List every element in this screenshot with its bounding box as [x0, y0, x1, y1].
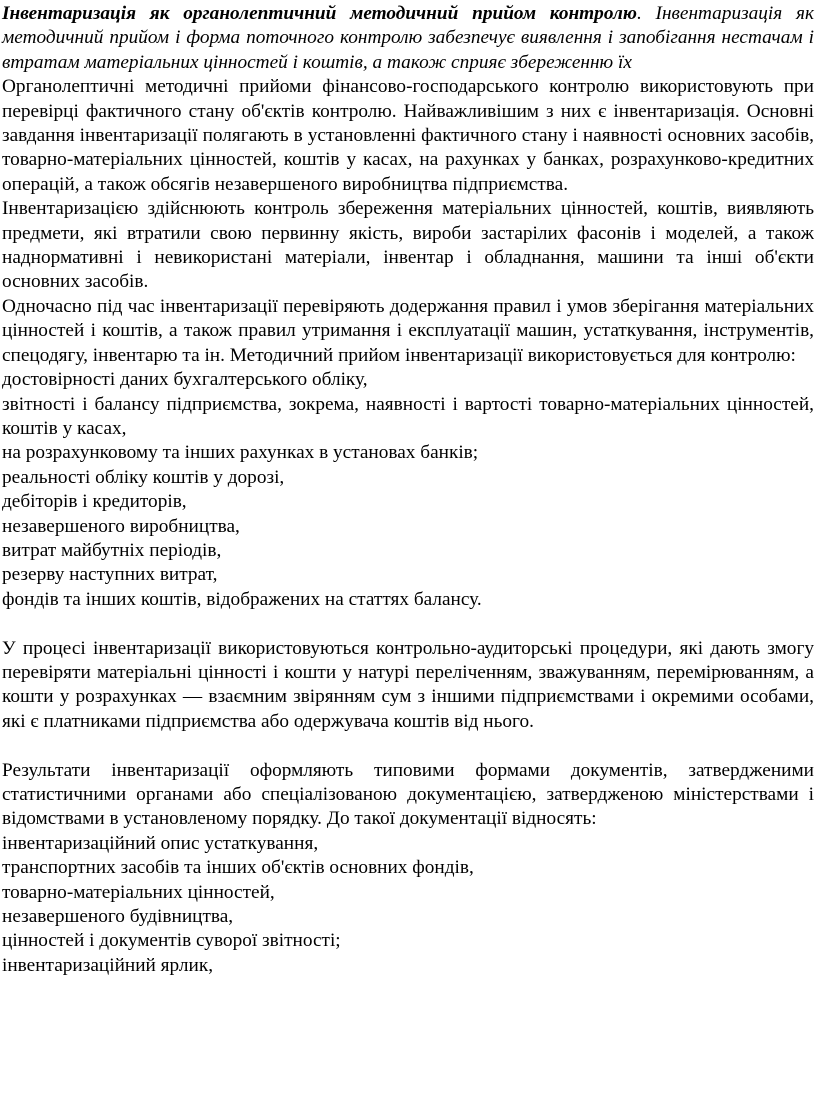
list-item: звітності і балансу підприємства, зокрема, наявності і вартості товарно-матеріальних цінностей, коштів у касах, — [2, 393, 814, 439]
blank-line — [2, 612, 814, 636]
list-item: достовірності даних бухгалтерського обліку, — [2, 369, 368, 391]
intro-paragraph — [2, 2, 814, 75]
paragraph-organoleptic: Органолептичні методичні прийоми фінансово-господарського контролю використовують при перевірці фактичного стану об'єктів контролю. Найважливішим з них є інвентаризація. Основні завдання інвентаризації полягають в установленні фактичного стану і наявності основних засобів, товарно-матеріальних цінностей, коштів у касах, на рахунках у банках, розрахунково-кредитних операцій, а також обсягів незавершеного виробництва підприємства. — [2, 76, 814, 195]
list-item: інвентаризаційний ярлик, — [2, 954, 214, 976]
paragraph-rules-check: Одночасно під час інвентаризації перевіряють додержання правил і умов зберігання матеріальних цінностей і коштів, а також правил утримання і експлуатації машин, устаткування, інструментів, спецодягу, інвентарю та ін. Методичний прийом інвентаризації використовується для контролю: — [2, 295, 814, 366]
list-item: товарно-матеріальних цінностей, — [2, 881, 275, 903]
paragraph-results: Результати інвентаризації оформляють типовими формами документів, затвердженими статистичними органами або спеціалізованою документацією, затвердженою міністерствами і відомствами в установленому порядку. До такої документації відносять: — [2, 759, 814, 830]
list-item: реальності обліку коштів у дорозі, — [2, 466, 285, 488]
control-list — [2, 368, 814, 612]
section-title: Інвентаризація як органолептичний методичний прийом контролю — [2, 3, 637, 24]
list-item: дебіторів і кредиторів, — [2, 491, 187, 513]
list-item: незавершеного виробництва, — [2, 515, 240, 537]
paragraph-procedures: У процесі інвентаризації використовуються контрольно-аудиторські процедури, які дають змогу перевіряти матеріальні цінності і кошти у натурі переліченням, зважуванням, перемірюванням, а кошти у розрахунках — взаємним звірянням сум з іншими підприємствами і окремими особами, які є платниками підприємства або одержувача коштів від нього. — [2, 637, 814, 732]
documents-list — [2, 832, 814, 978]
list-item: витрат майбутніх періодів, — [2, 539, 222, 561]
list-item: транспортних засобів та інших об'єктів основних фондів, — [2, 857, 474, 879]
list-item: інвентаризаційний опис устаткування, — [2, 832, 319, 854]
list-item: фондів та інших коштів, відображених на статтях балансу. — [2, 588, 482, 610]
list-item: незавершеного будівництва, — [2, 906, 234, 927]
list-item: резерву наступних витрат, — [2, 564, 218, 586]
intro-text: . Інвентаризація як методичний прийом і форма поточного контролю забезпечує виявлення і запобігання нестачам і втратам матеріальних цінностей і коштів, а також сприяє збереженню їх — [2, 3, 814, 73]
paragraph-inventory-control: Інвентаризацією здійснюють контроль збереження матеріальних цінностей, коштів, виявляють предмети, які втратили свою первинну якість, вироби застарілих фасонів і моделей, а також наднормативні і невикористані матеріали, інвентар і обладнання, машини та інші об'єкти основних засобів. — [2, 198, 814, 293]
list-item: цінностей і документів суворої звітності; — [2, 930, 341, 952]
list-item: на розрахунковому та інших рахунках в установах банків; — [2, 442, 479, 464]
blank-line — [2, 734, 814, 758]
